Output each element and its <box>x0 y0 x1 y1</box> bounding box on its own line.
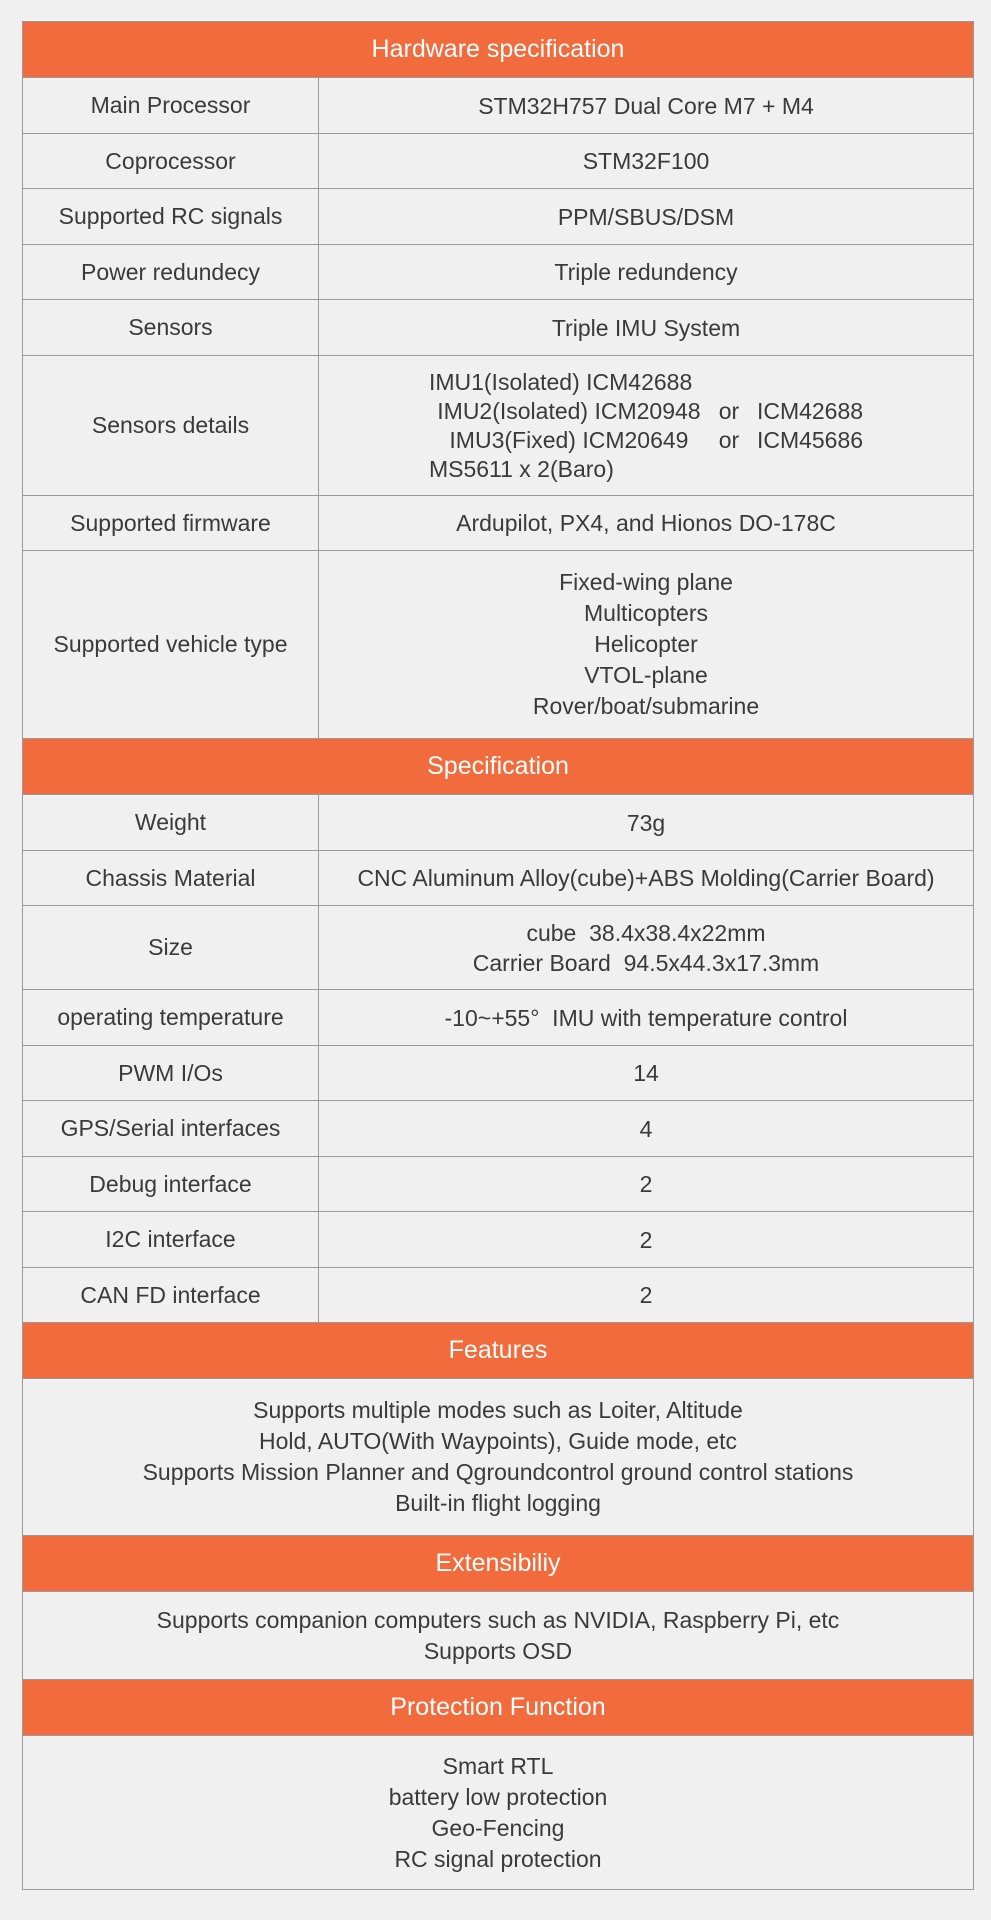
row-value: PPM/SBUS/DSM <box>557 203 735 230</box>
specification-header <box>23 739 973 795</box>
row-label: Supported RC signals <box>23 189 319 244</box>
extensibility-body <box>23 1592 973 1680</box>
row-value: 2 <box>639 1226 653 1253</box>
row-value: 73g <box>626 809 666 836</box>
protection-line: Geo-Fencing <box>431 1814 565 1841</box>
row-value: Triple IMU System <box>551 314 741 341</box>
row-label: CAN FD interface <box>23 1268 319 1322</box>
row-canfd <box>23 1268 973 1323</box>
protection-line: Smart RTL <box>442 1752 554 1779</box>
imu2-alt: ICM42688 <box>756 397 864 424</box>
row-sensors <box>23 300 973 356</box>
features-header <box>23 1323 973 1379</box>
row-label: Main Processor <box>23 78 319 133</box>
feature-line: Supports Mission Planner and Qgroundcontrol ground control stations <box>142 1459 854 1485</box>
row-firmware <box>23 496 973 551</box>
imu1-text: IMU1(Isolated) ICM42688 <box>428 368 693 395</box>
row-label: GPS/Serial interfaces <box>23 1101 319 1156</box>
row-label: Debug interface <box>23 1157 319 1211</box>
protection-header <box>23 1680 973 1736</box>
row-value: STM32F100 <box>582 148 710 174</box>
sensors-details-list <box>429 368 863 484</box>
row-sensors-details <box>23 356 973 496</box>
imu2-text: IMU2(Isolated) ICM20948 <box>437 397 701 424</box>
row-coprocessor <box>23 134 973 189</box>
row-chassis <box>23 851 973 906</box>
row-pwm <box>23 1046 973 1101</box>
row-vehicle-type <box>23 551 973 739</box>
row-value: 14 <box>633 1060 659 1086</box>
imu3-text: IMU3(Fixed) ICM20649 <box>449 426 689 453</box>
row-value: 2 <box>639 1282 653 1308</box>
row-label: operating temperature <box>23 990 319 1045</box>
row-i2c <box>23 1212 973 1268</box>
row-value: 2 <box>639 1171 653 1197</box>
row-value: CNC Aluminum Alloy(cube)+ABS Molding(Carrier Board) <box>357 865 935 891</box>
row-label: Supported vehicle type <box>23 551 319 738</box>
extensibility-line: Supports OSD <box>423 1637 573 1664</box>
row-label: Chassis Material <box>23 851 319 905</box>
vehicle-item: VTOL-plane <box>584 662 708 688</box>
row-value: -10~+55° IMU with temperature control <box>444 1004 848 1031</box>
row-weight <box>23 795 973 851</box>
row-label: Sensors details <box>23 356 319 495</box>
imu2-or: or <box>718 397 740 424</box>
spec-sheet <box>22 21 974 1890</box>
hardware-title: Hardware specification <box>371 35 625 63</box>
imu3-or: or <box>718 426 740 453</box>
vehicle-item: Multicopters <box>584 600 708 626</box>
row-label: PWM I/Os <box>23 1046 319 1100</box>
row-value: STM32H757 Dual Core M7 + M4 <box>478 92 814 119</box>
imu3-alt: ICM45686 <box>756 426 864 453</box>
row-size <box>23 906 973 990</box>
feature-line: Hold, AUTO(With Waypoints), Guide mode, etc <box>258 1428 738 1454</box>
row-label: Supported firmware <box>23 496 319 550</box>
extensibility-line: Supports companion computers such as NVIDIA, Raspberry Pi, etc <box>156 1606 840 1633</box>
features-title: Features <box>448 1336 548 1364</box>
protection-line: RC signal protection <box>394 1845 602 1872</box>
row-main-processor <box>23 78 973 134</box>
extensibility-header <box>23 1536 973 1592</box>
row-temperature <box>23 990 973 1046</box>
row-label: Coprocessor <box>23 134 319 188</box>
row-label: Size <box>23 906 319 989</box>
features-body <box>23 1379 973 1536</box>
vehicle-item: Rover/boat/submarine <box>532 693 760 719</box>
row-power <box>23 245 973 300</box>
hardware-header <box>23 22 973 78</box>
row-value: Ardupilot, PX4, and Hionos DO-178C <box>456 510 836 536</box>
extensibility-title: Extensibiliy <box>435 1549 561 1577</box>
row-debug <box>23 1157 973 1212</box>
vehicle-item: Fixed-wing plane <box>559 569 733 595</box>
row-value: Triple redundency <box>554 259 738 285</box>
row-label: I2C interface <box>23 1212 319 1267</box>
row-gps <box>23 1101 973 1157</box>
protection-body <box>23 1736 973 1889</box>
row-rc-signals <box>23 189 973 245</box>
feature-line: Supports multiple modes such as Loiter, Altitude <box>253 1397 743 1423</box>
row-label: Power redundecy <box>23 245 319 299</box>
size-carrier-board: Carrier Board 94.5x44.3x17.3mm <box>472 949 820 976</box>
row-value: 4 <box>639 1115 653 1142</box>
protection-line: battery low protection <box>388 1783 608 1810</box>
specification-title: Specification <box>427 752 569 780</box>
baro-text: MS5611 x 2(Baro) <box>428 455 614 482</box>
feature-line: Built-in flight logging <box>395 1490 601 1516</box>
row-label: Sensors <box>23 300 319 355</box>
protection-title: Protection Function <box>390 1693 606 1721</box>
vehicle-item: Helicopter <box>594 631 698 657</box>
row-label: Weight <box>23 795 319 850</box>
size-cube: cube 38.4x38.4x22mm <box>526 919 766 946</box>
